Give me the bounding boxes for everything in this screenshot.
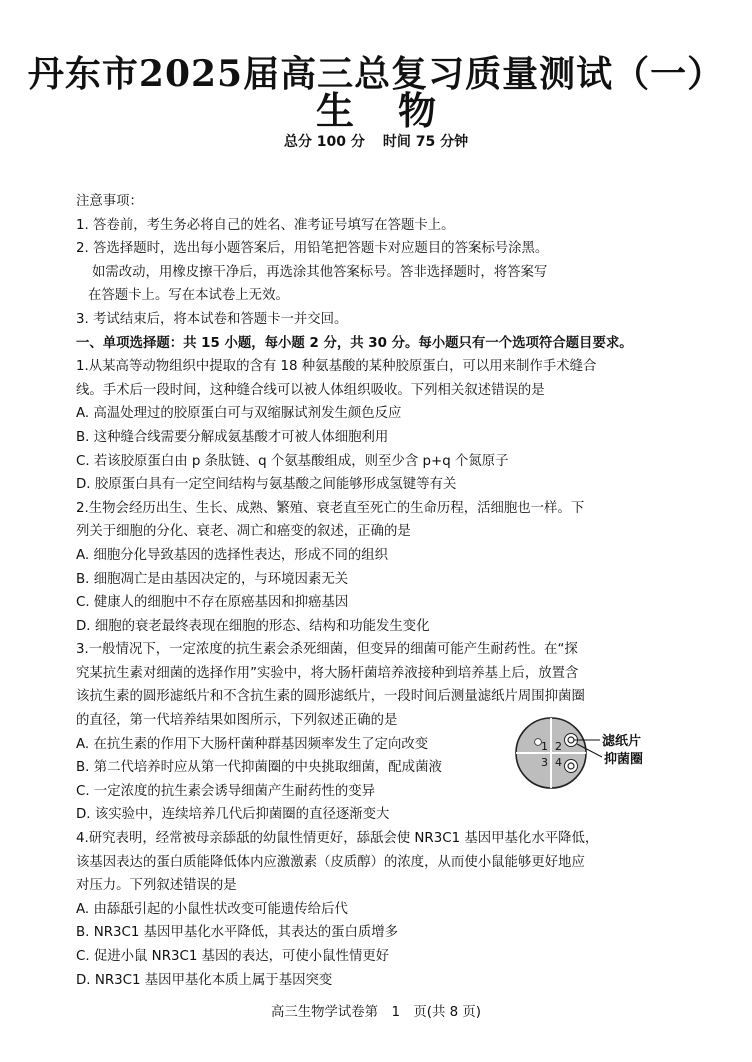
- notice-line: 1. 答卷前，考生务必将自己的姓名、准考证号填写在答题卡上。: [76, 217, 455, 233]
- exam-time: 时间 75 分钟: [382, 134, 469, 150]
- zone-number-1: 1: [541, 740, 548, 753]
- question-option: A. 由舔舐引起的小鼠性状改变可能遗传给后代: [76, 901, 348, 917]
- exam-title: 丹东市2025届高三总复习质量测试（一）: [27, 53, 725, 95]
- notice-line: 3. 考试结束后，将本试卷和答题卡一并交回。: [76, 311, 348, 327]
- total-score: 总分 100 分: [283, 134, 365, 150]
- zone-number-3: 3: [541, 756, 548, 769]
- question-option: B. 第二代培养时应从第一代抑菌圈的中央挑取细菌，配成菌液: [76, 760, 442, 776]
- question-option: D. 胶原蛋白具有一定空间结构与氨基酸之间能够形成氢键等有关: [76, 477, 457, 493]
- question-option: D. 细胞的衰老最终表现在细胞的形态、结构和功能发生变化: [76, 618, 430, 634]
- question-option: C. 促进小鼠 NR3C1 基因的表达，可使小鼠性情更好: [76, 949, 390, 964]
- exam-body: [76, 190, 676, 992]
- notice-line: 如需改动，用橡皮擦干净后，再选涂其他答案标号。答非选择题时，将答案写: [92, 264, 548, 280]
- question-option: B. 这种缝合线需要分解成氨基酸才可被人体细胞利用: [76, 429, 389, 445]
- question-stem: 1.从某高等动物组织中提取的含有 18 种氨基酸的某种胶原蛋白，可以用来制作手术缝合: [76, 359, 597, 375]
- question-option: C. 若该胶原蛋白由 p 条肽链、q 个氨基酸组成，则至少含 p+q 个氮原子: [76, 453, 509, 469]
- question-option: C. 一定浓度的抗生素会诱导细菌产生耐药性的变异: [76, 783, 376, 799]
- page-footer: 高三生物学试卷第 1 页(共 8 页): [270, 1005, 482, 1020]
- notice-line: 在答题卡上。写在本试卷上无效。: [88, 288, 289, 304]
- question-option: D. 该实验中，连续培养几代后抑菌圈的直径逐渐变大: [76, 807, 390, 823]
- exam-meta: [0, 132, 752, 152]
- exam-subject: 生物: [315, 89, 480, 133]
- notice-heading: 注意事项：: [76, 194, 143, 209]
- question-stem: 该基因表达的蛋白质能降低体内应激激素（皮质醇）的浓度，从而使小鼠能够更好地应: [76, 854, 585, 870]
- filter-paper-2: [568, 737, 574, 743]
- zone-number-2: 2: [555, 740, 562, 753]
- question-stem: 该抗生素的圆形滤纸片和不含抗生素的圆形滤纸片，一段时间后测量滤纸片周围抑菌圈: [76, 689, 585, 705]
- question-option: B. NR3C1 基因甲基化水平降低，其表达的蛋白质增多: [76, 925, 399, 941]
- question-stem: 3.一般情况下，一定浓度的抗生素会杀死细菌，但变异的细菌可能产生耐药性。在“探: [76, 642, 578, 658]
- question-option: A. 在抗生素的作用下大肠杆菌种群基因频率发生了定向改变: [76, 736, 429, 752]
- petri-dish-figure: [514, 716, 664, 790]
- zone-number-4: 4: [555, 756, 562, 769]
- section-heading: 一、单项选择题：共 15 小题，每小题 2 分，共 30 分。每小题只有一个选项符合题目要求。: [76, 335, 633, 351]
- question-stem: 对压力。下列叙述错误的是: [76, 878, 237, 894]
- question-stem: 列关于细胞的分化、衰老、凋亡和癌变的叙述，正确的是: [76, 524, 411, 540]
- question-option: C. 健康人的细胞中不存在原癌基因和抑癌基因: [76, 595, 349, 611]
- question-option: D. NR3C1 基因甲基化本质上属于基因突变: [76, 972, 333, 988]
- question-option: A. 细胞分化导致基因的选择性表达，形成不同的组织: [76, 547, 389, 563]
- label-filter-paper: 滤纸片: [602, 734, 642, 749]
- question-stem: 的直径，第一代培养结果如图所示，下列叙述正确的是: [76, 713, 398, 729]
- question-stem: 究某抗生素对细菌的选择作用”实验中，将大肠杆菌培养液接种到培养基上后，放置含: [76, 665, 579, 681]
- label-inhibition-zone: 抑菌圈: [604, 752, 644, 767]
- question-stem: 线。手术后一段时间，这种缝合线可以被人体组织吸收。下列相关叙述错误的是: [76, 382, 545, 398]
- question-stem: 2.生物会经历出生、生长、成熟、繁殖、衰老直至死亡的生命历程，活细胞也一样。下: [76, 500, 585, 516]
- question-stem: 4.研究表明，经常被母亲舔舐的幼鼠性情更好，舔舐会使 NR3C1 基因甲基化水平降低，: [76, 831, 599, 847]
- question-option: B. 细胞凋亡是由基因决定的，与环境因素无关: [76, 571, 349, 587]
- question-option: A. 高温处理过的胶原蛋白可与双缩脲试剂发生颜色反应: [76, 406, 402, 422]
- notice-line: 2. 答选择题时，选出每小题答案后，用铅笔把答题卡对应题目的答案标号涂黑。: [76, 241, 549, 257]
- filter-paper-4: [568, 763, 574, 769]
